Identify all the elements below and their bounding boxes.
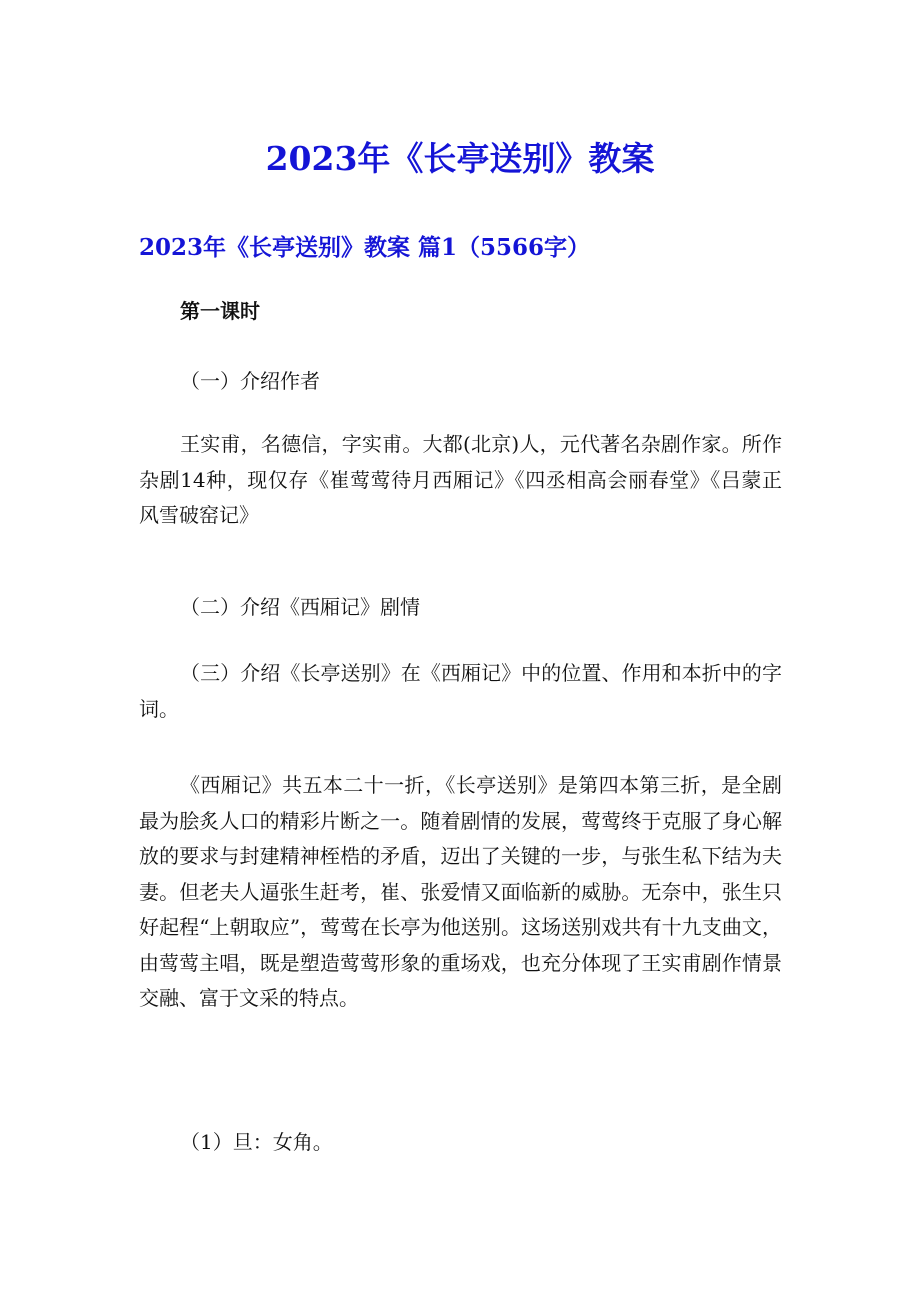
author-paragraph: 王实甫，名德信，字实甫。大都(北京)人，元代著名杂剧作家。所作杂剧14种，现仅存《崔莺莺待月西厢记》《四丞相高会丽春堂》《吕蒙正风雪破窑记》 [139,432,782,527]
subsection-author-heading: （一）介绍作者 [180,369,320,393]
section-heading: 2023年《长亭送别》教案 篇1（5566字） [139,234,591,261]
summary-paragraph: 《西厢记》共五本二十一折，《长亭送别》是第四本第三折，是全剧最为脍炙人口的精彩片断之一。随着剧情的发展，莺莺终于克服了身心解放的要求与封建精神桎梏的矛盾，迈出了关键的一步，与张生私下结为夫妻。但老夫人逼张生赶考，崔、张爱情又面临新的威胁。无奈中，张生只好起程“上朝取应”，莺莺在长亭为他送别。这场送别戏共有十九支曲文，由莺莺主唱，既是塑造莺莺形象的重场戏，也充分体现了王实甫剧作情景交融、富于文采的特点。 [139,773,782,1010]
subsection-plot-heading: （二）介绍《西厢记》剧情 [180,595,420,619]
vocab-item-dan: （1）旦：女角。 [180,1130,333,1154]
subsection-position-heading: （三）介绍《长亭送别》在《西厢记》中的位置、作用和本折中的字词。 [139,661,782,721]
document-title: 2023年《长亭送别》教案 [265,139,655,178]
lesson-label: 第一课时 [180,299,260,323]
